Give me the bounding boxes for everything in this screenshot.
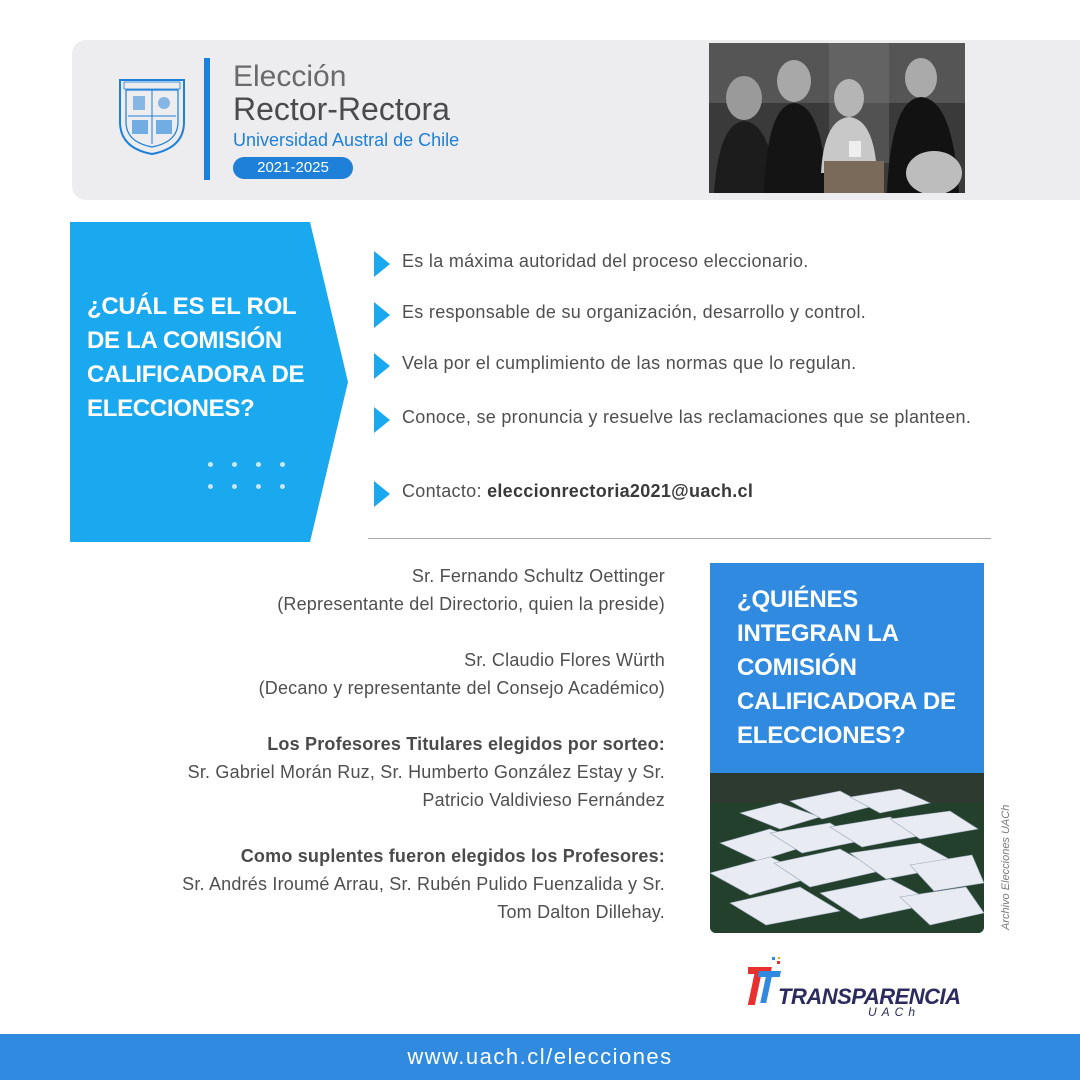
- photo-credit: Archivo Elecciones UACh: [1000, 804, 1012, 930]
- member-name: Sr. Fernando Schultz Oettinger: [411, 566, 665, 586]
- suplentes-heading: Como suplentes fueron elegidos los Profesores:: [240, 846, 665, 866]
- footer-url-link[interactable]: www.uach.cl/elecciones: [407, 1044, 673, 1069]
- arrow-bullet-icon: [374, 251, 390, 277]
- member-name: Sr. Claudio Flores Würth: [464, 650, 665, 670]
- transparencia-logo-text: TRANSPARENCIA: [778, 984, 961, 1009]
- arrow-bullet-icon: [374, 407, 390, 433]
- years-badge: 2021-2025: [233, 157, 353, 179]
- arrow-bullet-icon: [374, 353, 390, 379]
- titulares-names: Sr. Gabriel Morán Ruz, Sr. Humberto González Estay y Sr.: [187, 762, 665, 782]
- contact-email-link[interactable]: eleccionrectoria2021@uach.cl: [487, 481, 754, 501]
- title-line-2: Rector-Rectora: [233, 91, 450, 127]
- historic-voting-photo: [709, 43, 965, 193]
- member-role: (Decano y representante del Consejo Académico): [258, 678, 665, 698]
- bullet-text: Es responsable de su organización, desarrollo y control.: [402, 302, 867, 322]
- header-accent-bar: [204, 58, 210, 180]
- title-line-1: Elección: [233, 60, 347, 93]
- university-crest-icon: [118, 78, 186, 156]
- suplentes-names: Sr. Andrés Iroumé Arrau, Sr. Rubén Pulido Fuenzalida y Sr.: [182, 874, 665, 894]
- divider: [368, 538, 991, 539]
- bullet-text: Es la máxima autoridad del proceso eleccionario.: [402, 251, 809, 271]
- bullet-text: Vela por el cumplimiento de las normas que lo regulan.: [402, 353, 857, 373]
- member-role: (Representante del Directorio, quien la preside): [277, 594, 665, 614]
- role-question: ¿CUÁL ES EL ROL DE LA COMISIÓN CALIFICADORA DE ELECCIONES?: [87, 293, 305, 422]
- university-name: Universidad Austral de Chile: [233, 130, 460, 150]
- members-list: [80, 562, 665, 926]
- titulares-heading: Los Profesores Titulares elegidos por sorteo:: [267, 734, 665, 754]
- decorative-dots: [208, 462, 298, 494]
- titulares-names: Patricio Valdivieso Fernández: [422, 790, 665, 810]
- contact-label: Contacto:: [402, 481, 482, 501]
- arrow-bullet-icon: [374, 302, 390, 328]
- transparencia-logo-subtext: UACh: [868, 1005, 921, 1019]
- ballots-photo: [710, 773, 984, 933]
- arrow-bullet-icon: [374, 481, 390, 507]
- integran-question: ¿QUIÉNES INTEGRAN LA COMISIÓN CALIFICADORA DE ELECCIONES?: [737, 586, 956, 749]
- bullet-text: Conoce, se pronuncia y resuelve las reclamaciones que se planteen.: [402, 407, 972, 427]
- suplentes-names: Tom Dalton Dillehay.: [497, 902, 665, 922]
